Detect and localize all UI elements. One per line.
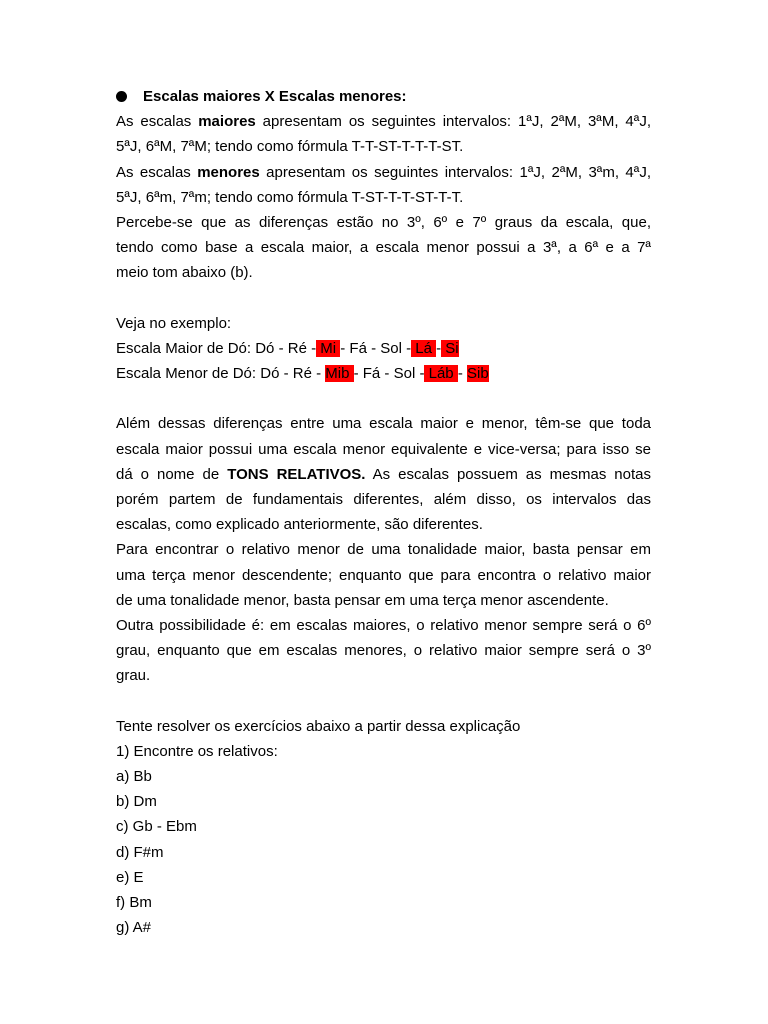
escala-menor-line — [116, 361, 651, 386]
text: As escalas possuem as mesmas notas — [365, 465, 651, 483]
encontrar-line-1: Para encontrar o relativo menor de uma tonalidade maior, basta pensar em — [116, 541, 651, 559]
text: - Fá - Sol - — [340, 339, 412, 357]
maiores-line-1 — [116, 109, 651, 134]
text: - — [457, 365, 467, 383]
relativos-line-3 — [116, 462, 651, 487]
exercicio-item: f) Bm — [116, 894, 152, 911]
relativos-line-2: escala maior possui uma escala menor equivalente e vice-versa; para isso se — [116, 440, 651, 458]
exercicio-item: c) Gb - Ebm — [116, 818, 197, 836]
spacer — [116, 286, 651, 311]
exercicio-item: b) Dm — [116, 793, 157, 811]
diferencas-line-1: Percebe-se que as diferenças estão no 3º, 6º e 7º graus da escala, que, — [116, 213, 651, 231]
highlight-si: Si — [441, 339, 459, 357]
text: Escala Menor de Dó: Dó - Ré - — [116, 365, 326, 383]
highlight-la: Lá — [411, 339, 437, 357]
highlight-sib: Sib — [466, 365, 489, 383]
section-heading — [116, 84, 651, 109]
spacer — [116, 689, 651, 714]
encontrar-line-2: uma terça menor descendente; enquanto que para encontra o relativo maior — [116, 566, 651, 584]
exercicio-question: 1) Encontre os relativos: — [116, 742, 278, 760]
diferencas-line-2: tendo como base a escala maior, a escala menor possui a 3ª, a 6ª e a 7ª — [116, 239, 651, 257]
exercicio-item: d) F#m — [116, 843, 164, 861]
menores-line-1 — [116, 160, 651, 185]
diferencas-line-3: meio tom abaixo (b). — [116, 264, 253, 282]
spacer — [116, 386, 651, 411]
text: - Fá - Sol - — [353, 365, 425, 383]
relativos-line-1: Além dessas diferenças entre uma escala maior e menor, têm-se que toda — [116, 415, 651, 433]
text: apresentam os seguintes intervalos: 1ªJ, 2ªM, 3ªm, 4ªJ, — [259, 163, 651, 181]
bold-term: maiores — [198, 113, 256, 131]
menores-line-2: 5ªJ, 6ªm, 7ªm; tendo como fórmula T-ST-T-T-ST-T-T. — [116, 188, 464, 206]
bold-term: TONS RELATIVOS. — [227, 465, 366, 483]
bold-term: menores — [197, 163, 260, 181]
text: As escalas — [116, 163, 198, 181]
exemplo-intro: Veja no exemplo: — [116, 314, 232, 332]
text: - — [436, 339, 442, 357]
relativos-line-5: escalas, como explicado anteriormente, são diferentes. — [116, 516, 483, 534]
bullet-icon — [116, 91, 127, 102]
text: As escalas — [116, 113, 199, 131]
exercicio-item: e) E — [116, 868, 144, 886]
text: Escala Maior de Dó: Dó - Ré - — [116, 339, 317, 357]
maiores-line-2: 5ªJ, 6ªM, 7ªM; tendo como fórmula T-T-ST-T-T-T-ST. — [116, 138, 464, 156]
exercicios-intro: Tente resolver os exercícios abaixo a partir dessa explicação — [116, 717, 521, 735]
possibilidade-line-2: grau, enquanto que em escalas menores, o relativo maior sempre será o 3º — [116, 642, 651, 660]
escala-maior-line — [116, 336, 651, 361]
possibilidade-line-3: grau. — [116, 667, 151, 685]
possibilidade-line-1: Outra possibilidade é: em escalas maiores, o relativo menor sempre será o 6º — [116, 616, 651, 634]
highlight-lab: Láb — [424, 365, 458, 383]
heading-text: Escalas maiores X Escalas menores: — [143, 88, 407, 105]
exercicio-item: g) A# — [116, 919, 152, 937]
text: apresentam os seguintes intervalos: 1ªJ, 2ªM, 3ªM, 4ªJ, — [255, 113, 651, 131]
document-body — [116, 84, 651, 940]
relativos-line-4: porém partem de fundamentais diferentes, além disso, os intervalos das — [116, 491, 651, 508]
exercicio-item: a) Bb — [116, 768, 152, 786]
encontrar-line-3: de uma tonalidade menor, basta pensar em uma terça menor ascendente. — [116, 591, 609, 609]
highlight-mib: Mib — [325, 365, 354, 383]
text: dá o nome de — [116, 465, 228, 483]
highlight-mi: Mi — [316, 339, 341, 357]
